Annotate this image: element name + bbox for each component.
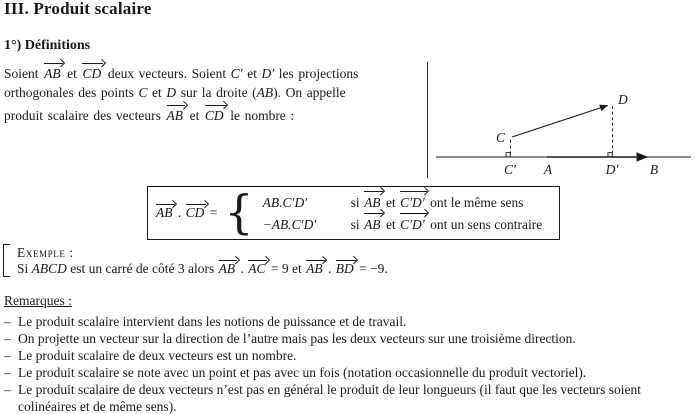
label-b: B bbox=[649, 162, 659, 177]
math-vector: AB bbox=[166, 108, 183, 123]
example-content bbox=[17, 244, 388, 277]
text-run: produit scalaire des vecteurs bbox=[4, 108, 166, 123]
remark-text: Le produit scalaire de deux vecteurs n’est pas en général le produit de leur longueurs (il faut que les vecteurs soient colinéaires et de même sens). bbox=[18, 382, 642, 414]
text-run: si bbox=[350, 195, 364, 210]
text-run: . bbox=[237, 261, 248, 276]
remark-dash: – bbox=[4, 382, 11, 397]
intro-line-1 bbox=[4, 64, 424, 83]
label-d-prime: D′ bbox=[605, 162, 619, 177]
remark-dash: – bbox=[4, 365, 11, 380]
math-vector: AB bbox=[306, 261, 323, 276]
text-run: ont le même sens bbox=[426, 195, 524, 210]
math-vector: AB bbox=[156, 205, 173, 220]
math-vector: AB bbox=[363, 214, 383, 236]
remark-item bbox=[4, 364, 692, 381]
text-run: Si bbox=[17, 261, 32, 276]
text-run: deux vecteurs. Soient bbox=[103, 66, 231, 81]
math-vector: AB bbox=[218, 261, 236, 276]
text-run: . bbox=[174, 205, 185, 220]
remark-item bbox=[4, 313, 692, 330]
math-vector: BD bbox=[335, 261, 354, 276]
text-run: et bbox=[242, 66, 262, 81]
text-run: = −9. bbox=[355, 261, 388, 276]
text-run: et bbox=[382, 195, 400, 210]
remark-dash: – bbox=[4, 348, 11, 363]
page-title: III. Produit scalaire bbox=[4, 0, 152, 18]
text-run: orthogonales des points bbox=[4, 85, 139, 100]
case-value bbox=[263, 192, 351, 214]
right-angle-mark-d bbox=[608, 153, 612, 157]
text-run: ). On appelle bbox=[273, 85, 346, 100]
remark-dash: – bbox=[4, 331, 11, 346]
remark-text: On projette un vecteur sur la direction de l’autre mais pas les deux vecteurs sur une troisième direction. bbox=[18, 331, 576, 346]
math-variable: D bbox=[166, 85, 177, 100]
math-vector: C′D′ bbox=[399, 192, 427, 214]
right-angle-mark-c bbox=[506, 153, 510, 157]
remarks-heading: Remarques : bbox=[4, 293, 72, 308]
remarks-list bbox=[4, 313, 692, 414]
cases-block bbox=[263, 190, 543, 236]
math-vector: CD bbox=[204, 108, 224, 123]
label-c: C bbox=[495, 130, 505, 145]
example-bracket bbox=[3, 244, 10, 277]
intro-line-2 bbox=[4, 83, 424, 102]
math-vector: CD bbox=[185, 205, 205, 220]
math-variable: AB bbox=[256, 85, 274, 100]
case-condition bbox=[351, 192, 524, 214]
math-vector: AB bbox=[363, 192, 383, 214]
math-variable: AB.C′D′ bbox=[262, 195, 308, 210]
label-a: A bbox=[543, 162, 553, 177]
text-run: et bbox=[382, 217, 400, 232]
definition-paragraph bbox=[4, 58, 424, 125]
remark-item bbox=[4, 381, 692, 414]
math-variable: D′ bbox=[261, 66, 275, 81]
remark-text: Le produit scalaire intervient dans les notions de puissance et de travail. bbox=[18, 314, 407, 329]
remark-text: Le produit scalaire se note avec un point et pas avec un fois (notation occasionnelle du produit vectoriel). bbox=[18, 365, 587, 380]
label-d: D bbox=[618, 92, 628, 107]
math-variable: C′ bbox=[230, 66, 243, 81]
example-block bbox=[3, 244, 388, 277]
math-vector: AB bbox=[44, 66, 61, 81]
text-run: et bbox=[62, 66, 82, 81]
remark-item bbox=[4, 330, 692, 347]
text-run: = 9 et bbox=[267, 261, 306, 276]
remark-dash: – bbox=[4, 314, 11, 329]
case-opposite-direction bbox=[263, 214, 543, 236]
text-run: Soient bbox=[4, 66, 44, 81]
definition-formula-box bbox=[147, 186, 560, 240]
remarks-block bbox=[4, 293, 692, 414]
intro-line-3 bbox=[4, 106, 424, 125]
math-vector: AC bbox=[248, 261, 266, 276]
cases-brace: { bbox=[224, 185, 254, 239]
remark-item bbox=[4, 347, 692, 364]
math-variable: −AB.C′D′ bbox=[262, 217, 317, 232]
label-c-prime: C′ bbox=[504, 162, 516, 177]
case-condition bbox=[351, 214, 543, 236]
remark-text: Le produit scalaire de deux vecteurs est un nombre. bbox=[18, 348, 297, 363]
math-vector: C′D′ bbox=[399, 214, 427, 236]
column-divider bbox=[427, 62, 428, 178]
text-run: les projections bbox=[274, 66, 359, 81]
section-heading: 1°) Définitions bbox=[4, 38, 91, 53]
text-run: si bbox=[350, 217, 364, 232]
example-line bbox=[17, 261, 388, 277]
text-run: ont un sens contraire bbox=[426, 217, 543, 232]
math-vector: CD bbox=[82, 66, 102, 81]
text-run: est un carré de côté 3 alors bbox=[66, 261, 218, 276]
formula-lhs bbox=[155, 205, 217, 221]
case-value bbox=[263, 214, 351, 236]
text-run: . bbox=[324, 261, 335, 276]
text-run: = bbox=[206, 205, 218, 220]
text-run: sur la droite ( bbox=[176, 85, 257, 100]
text-run: le nombre : bbox=[225, 108, 295, 123]
text-run: et bbox=[147, 85, 167, 100]
example-heading: Exemple : bbox=[17, 245, 74, 260]
math-variable: C bbox=[138, 85, 148, 100]
projection-figure bbox=[430, 76, 695, 178]
text-run: et bbox=[185, 108, 204, 123]
vector-cd bbox=[512, 106, 608, 138]
case-same-direction bbox=[263, 192, 543, 214]
math-variable: ABCD bbox=[31, 261, 67, 276]
